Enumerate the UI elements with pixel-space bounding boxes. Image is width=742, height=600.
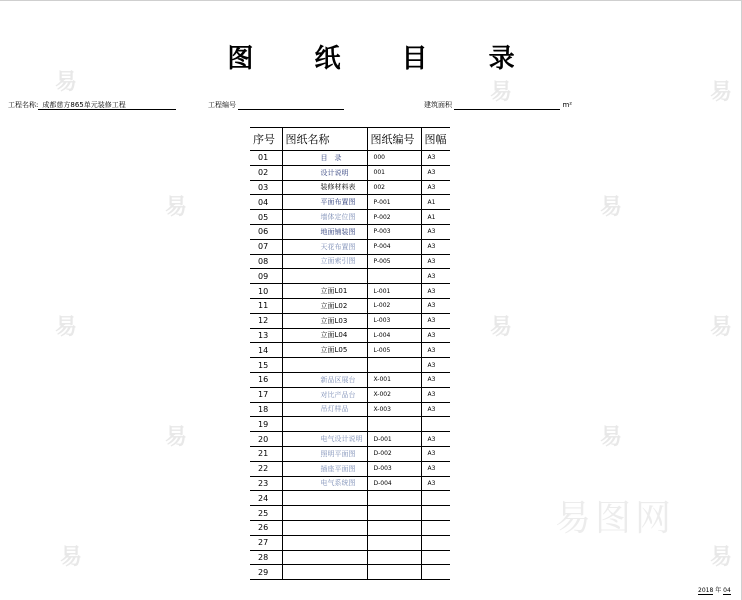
table-row — [250, 432, 450, 447]
drawing-name: 立面L05 — [282, 343, 367, 358]
sheet-size: A3 — [421, 284, 450, 299]
table-row — [250, 417, 450, 432]
sheet-size: A3 — [421, 151, 450, 166]
sheet-size: A3 — [421, 387, 450, 402]
drawing-name: 墙体定位图 — [282, 210, 367, 225]
table-row — [250, 446, 450, 461]
sheet-size — [421, 417, 450, 432]
row-number: 10 — [250, 284, 282, 299]
row-number: 12 — [250, 313, 282, 328]
sheet-size: A3 — [421, 239, 450, 254]
header-no: 序号 — [250, 128, 282, 151]
drawing-code — [367, 520, 421, 535]
drawing-code: P-001 — [367, 195, 421, 210]
row-number: 21 — [250, 446, 282, 461]
table-row — [250, 506, 450, 521]
table-row — [250, 387, 450, 402]
drawing-code: L-003 — [367, 313, 421, 328]
row-number: 07 — [250, 239, 282, 254]
table-row — [250, 239, 450, 254]
row-number: 29 — [250, 565, 282, 580]
drawing-code: P-003 — [367, 224, 421, 239]
drawing-name — [282, 269, 367, 284]
table-row — [250, 535, 450, 550]
drawing-code: P-004 — [367, 239, 421, 254]
drawing-name: 立面L01 — [282, 284, 367, 299]
row-number: 04 — [250, 195, 282, 210]
drawing-name: 天花布置图 — [282, 239, 367, 254]
sheet-size: A3 — [421, 402, 450, 417]
drawing-name — [282, 506, 367, 521]
drawing-name: 吊灯样品 — [282, 402, 367, 417]
date-footer — [698, 585, 731, 594]
drawing-name: 对比产品台 — [282, 387, 367, 402]
sheet-size — [421, 520, 450, 535]
project-name-label: 工程名称: — [8, 101, 39, 109]
drawing-name — [282, 520, 367, 535]
table-row — [250, 565, 450, 580]
page-title: 图 纸 目 录 — [227, 44, 541, 74]
table-row — [250, 520, 450, 535]
drawing-name — [282, 565, 367, 580]
drawing-code: X-001 — [367, 372, 421, 387]
table-row — [250, 343, 450, 358]
project-number-blank — [238, 100, 344, 110]
drawing-code: D-003 — [367, 461, 421, 476]
drawing-name: 地面铺装图 — [282, 224, 367, 239]
sheet-size: A3 — [421, 446, 450, 461]
drawing-code: X-002 — [367, 387, 421, 402]
sheet-size: A3 — [421, 269, 450, 284]
drawing-code — [367, 506, 421, 521]
table-row — [250, 358, 450, 373]
sheet-size: A3 — [421, 476, 450, 491]
header-size: 图幅 — [421, 128, 450, 151]
drawing-code — [367, 535, 421, 550]
drawing-code: D-001 — [367, 432, 421, 447]
sheet-size: A1 — [421, 210, 450, 225]
watermark-glyph: 易 — [55, 70, 78, 95]
sheet-size: A3 — [421, 358, 450, 373]
row-number: 22 — [250, 461, 282, 476]
sheet-size: A3 — [421, 328, 450, 343]
drawing-name: 目 录 — [282, 151, 367, 166]
table-row — [250, 284, 450, 299]
sheet-size: A1 — [421, 195, 450, 210]
drawing-name: 装修材料表 — [282, 180, 367, 195]
header-code: 图纸编号 — [367, 128, 421, 151]
sheet-size: A3 — [421, 461, 450, 476]
drawing-index-table — [250, 127, 450, 580]
drawing-name — [282, 535, 367, 550]
row-number: 28 — [250, 550, 282, 565]
project-number-field — [208, 100, 344, 110]
watermark-glyph: 易 — [710, 80, 733, 105]
row-number: 16 — [250, 372, 282, 387]
row-number: 03 — [250, 180, 282, 195]
drawing-code: L-004 — [367, 328, 421, 343]
drawing-code: L-002 — [367, 298, 421, 313]
watermark-glyph: 易 — [165, 425, 188, 450]
sheet-size: A3 — [421, 180, 450, 195]
drawing-code — [367, 417, 421, 432]
drawing-code: L-005 — [367, 343, 421, 358]
sheet-size — [421, 550, 450, 565]
drawing-name — [282, 358, 367, 373]
sheet-size: A3 — [421, 298, 450, 313]
drawing-code: D-002 — [367, 446, 421, 461]
table-row — [250, 491, 450, 506]
project-name-field — [8, 100, 176, 110]
watermark-glyph: 易 — [710, 545, 733, 570]
project-number-label: 工程编号 — [208, 101, 236, 109]
watermark-glyph: 易 — [710, 315, 733, 340]
drawing-name — [282, 417, 367, 432]
drawing-code — [367, 491, 421, 506]
sheet-size: A3 — [421, 432, 450, 447]
drawing-code: 001 — [367, 165, 421, 180]
table-header-row — [250, 128, 450, 151]
row-number: 17 — [250, 387, 282, 402]
sheet-size — [421, 535, 450, 550]
drawing-code — [367, 358, 421, 373]
row-number: 09 — [250, 269, 282, 284]
table-row — [250, 372, 450, 387]
row-number: 08 — [250, 254, 282, 269]
watermark-glyph: 易 — [55, 315, 78, 340]
header-name: 图纸名称 — [282, 128, 367, 151]
drawing-name — [282, 550, 367, 565]
building-area-label: 建筑面积 — [424, 101, 452, 109]
area-unit: m² — [562, 101, 573, 109]
table-row — [250, 313, 450, 328]
table-row — [250, 550, 450, 565]
drawing-code: P-002 — [367, 210, 421, 225]
table-row — [250, 210, 450, 225]
row-number: 23 — [250, 476, 282, 491]
sheet-size: A3 — [421, 254, 450, 269]
drawing-code: P-005 — [367, 254, 421, 269]
watermark-glyph: 易 — [600, 425, 623, 450]
row-number: 14 — [250, 343, 282, 358]
drawing-name: 设计说明 — [282, 165, 367, 180]
drawing-name: 平面布置图 — [282, 195, 367, 210]
row-number: 18 — [250, 402, 282, 417]
row-number: 25 — [250, 506, 282, 521]
sheet-size: A3 — [421, 165, 450, 180]
sheet-size: A3 — [421, 224, 450, 239]
table-row — [250, 180, 450, 195]
drawing-code: D-004 — [367, 476, 421, 491]
drawing-name: 插座平面图 — [282, 461, 367, 476]
watermark-glyph: 易 — [600, 195, 623, 220]
row-number: 27 — [250, 535, 282, 550]
row-number: 06 — [250, 224, 282, 239]
footer-year-unit: 年 — [715, 587, 722, 594]
drawing-code — [367, 565, 421, 580]
row-number: 26 — [250, 520, 282, 535]
footer-year: 2018 — [698, 587, 714, 594]
project-name-value: 成都慈方865单元装修工程 — [42, 101, 126, 109]
row-number: 24 — [250, 491, 282, 506]
drawing-name — [282, 491, 367, 506]
table-row — [250, 165, 450, 180]
row-number: 05 — [250, 210, 282, 225]
watermark-glyph: 易 — [490, 315, 513, 340]
row-number: 02 — [250, 165, 282, 180]
row-number: 11 — [250, 298, 282, 313]
table-row — [250, 195, 450, 210]
table-row — [250, 461, 450, 476]
watermark-logo: 易图网 — [555, 498, 676, 539]
watermark-glyph: 易 — [60, 545, 83, 570]
drawing-code: X-003 — [367, 402, 421, 417]
row-number: 01 — [250, 151, 282, 166]
row-number: 13 — [250, 328, 282, 343]
watermark-glyph: 易 — [165, 195, 188, 220]
sheet-size — [421, 506, 450, 521]
drawing-name: 立面L04 — [282, 328, 367, 343]
sheet-size: A3 — [421, 372, 450, 387]
sheet-size: A3 — [421, 313, 450, 328]
table-row — [250, 269, 450, 284]
footer-month: 04 — [723, 587, 731, 594]
drawing-name: 立面索引图 — [282, 254, 367, 269]
table-row — [250, 298, 450, 313]
row-number: 15 — [250, 358, 282, 373]
drawing-code: 000 — [367, 151, 421, 166]
drawing-name: 照明平面图 — [282, 446, 367, 461]
table-row — [250, 151, 450, 166]
drawing-code: 002 — [367, 180, 421, 195]
sheet-size: A3 — [421, 343, 450, 358]
drawing-name: 新品区展台 — [282, 372, 367, 387]
row-number: 19 — [250, 417, 282, 432]
watermark-glyph: 易 — [490, 80, 513, 105]
top-border — [0, 0, 742, 1]
drawing-code: L-001 — [367, 284, 421, 299]
sheet-size — [421, 565, 450, 580]
sheet-size — [421, 491, 450, 506]
row-number: 20 — [250, 432, 282, 447]
drawing-code — [367, 550, 421, 565]
drawing-name: 电气系统图 — [282, 476, 367, 491]
drawing-code — [367, 269, 421, 284]
table-row — [250, 328, 450, 343]
table-row — [250, 254, 450, 269]
table-row — [250, 224, 450, 239]
drawing-name: 立面L03 — [282, 313, 367, 328]
table-row — [250, 402, 450, 417]
drawing-name: 立面L02 — [282, 298, 367, 313]
drawing-name: 电气设计说明 — [282, 432, 367, 447]
table-row — [250, 476, 450, 491]
